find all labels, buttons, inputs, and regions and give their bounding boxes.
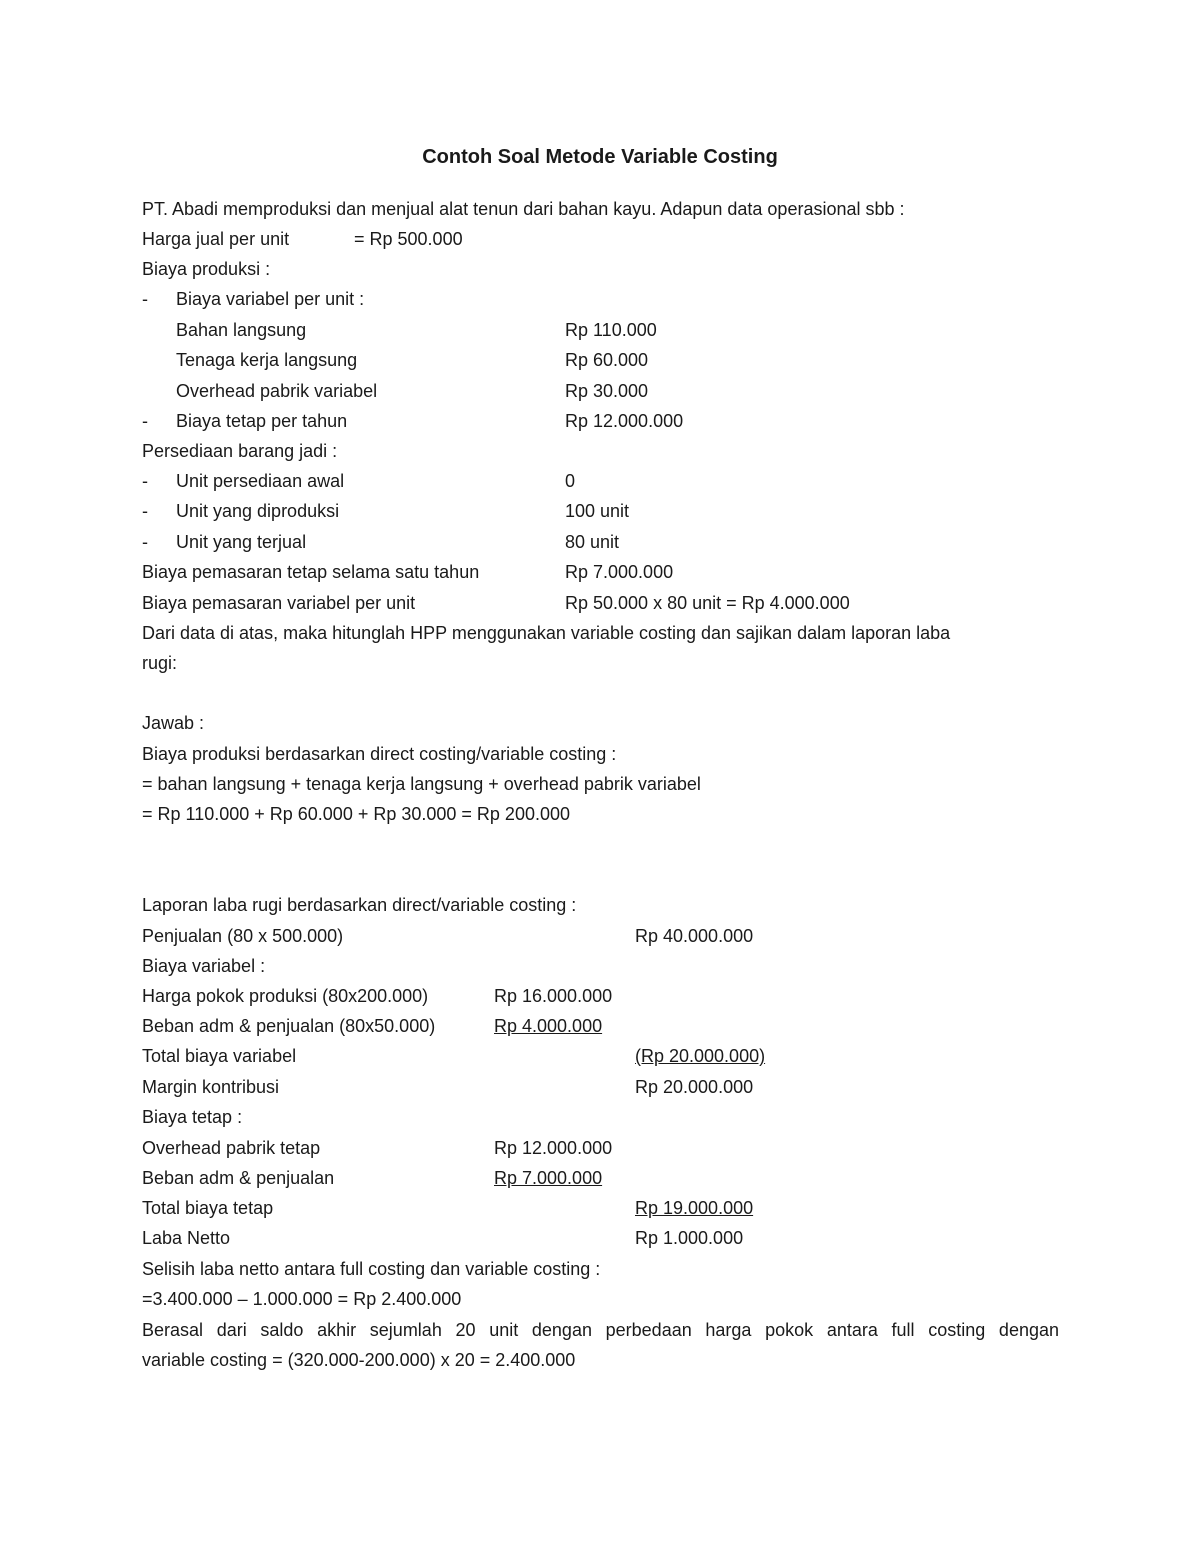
formula-result: = Rp 110.000 + Rp 60.000 + Rp 30.000 = Rp 200.000 — [142, 804, 571, 824]
hpp-label: Harga pokok produksi (80x200.000) — [142, 986, 429, 1006]
overhead-tetap-value: Rp 12.000.000 — [494, 1138, 613, 1158]
berasal-text-cont: variable costing = (320.000-200.000) x 20 = 2.400.000 — [142, 1350, 576, 1370]
bullet-dash: - — [142, 411, 148, 431]
laba-value: Rp 1.000.000 — [635, 1228, 744, 1248]
margin-value: Rp 20.000.000 — [635, 1077, 754, 1097]
persediaan-item-label: Unit persediaan awal — [176, 471, 345, 491]
variabel-item-label: Bahan langsung — [176, 320, 307, 340]
persediaan-item-value: 100 unit — [565, 501, 630, 521]
persediaan-label: Persediaan barang jadi : — [142, 441, 338, 461]
margin-label: Margin kontribusi — [142, 1077, 280, 1097]
hpp-value: Rp 16.000.000 — [494, 986, 613, 1006]
persediaan-item-label: Unit yang terjual — [176, 532, 307, 552]
question-text-cont: rugi: — [142, 653, 178, 673]
laporan-title: Laporan laba rugi berdasarkan direct/variable costing : — [142, 895, 577, 915]
pemasaran-variabel-label: Biaya pemasaran variabel per unit — [142, 593, 416, 613]
beban-variabel-value: Rp 4.000.000 — [494, 1016, 603, 1036]
jawab-heading: Jawab : — [142, 713, 205, 733]
pemasaran-tetap-value: Rp 7.000.000 — [565, 562, 674, 582]
selisih-label: Selisih laba netto antara full costing dan variable costing : — [142, 1259, 601, 1279]
variabel-item-label: Overhead pabrik variabel — [176, 381, 378, 401]
beban-variabel-label: Beban adm & penjualan (80x50.000) — [142, 1016, 436, 1036]
total-variabel-label: Total biaya variabel — [142, 1046, 297, 1066]
persediaan-item-label: Unit yang diproduksi — [176, 501, 340, 521]
beban-tetap-value: Rp 7.000.000 — [494, 1168, 603, 1188]
penjualan-label: Penjualan (80 x 500.000) — [142, 926, 344, 946]
total-tetap-value: Rp 19.000.000 — [635, 1198, 754, 1218]
intro-text: PT. Abadi memproduksi dan menjual alat tenun dari bahan kayu. Adapun data operasional sbb : — [142, 199, 905, 219]
biaya-tetap-label: Biaya tetap per tahun — [176, 411, 348, 431]
total-variabel-value: (Rp 20.000.000) — [635, 1046, 766, 1066]
formula-line: = bahan langsung + tenaga kerja langsung + overhead pabrik variabel — [142, 774, 701, 794]
biaya-tetap-section: Biaya tetap : — [142, 1107, 243, 1127]
pemasaran-variabel-value: Rp 50.000 x 80 unit = Rp 4.000.000 — [565, 593, 850, 613]
variabel-item-value: Rp 110.000 — [565, 320, 657, 340]
biaya-tetap-value: Rp 12.000.000 — [565, 411, 684, 431]
bullet-dash: - — [142, 289, 148, 309]
bullet-dash: - — [142, 501, 148, 521]
penjualan-value: Rp 40.000.000 — [635, 926, 754, 946]
berasal-text: Berasal dari saldo akhir sejumlah 20 unit dengan perbedaan harga pokok antara full costing dengan — [142, 1320, 1059, 1340]
page-title: Contoh Soal Metode Variable Costing — [422, 146, 778, 168]
biaya-produksi-label: Biaya produksi : — [142, 259, 271, 279]
pemasaran-tetap-label: Biaya pemasaran tetap selama satu tahun — [142, 562, 480, 582]
variabel-item-label: Tenaga kerja langsung — [176, 350, 358, 370]
persediaan-item-value: 0 — [565, 471, 576, 491]
laba-label: Laba Netto — [142, 1228, 231, 1248]
beban-tetap-label: Beban adm & penjualan — [142, 1168, 335, 1188]
variabel-item-value: Rp 30.000 — [565, 381, 649, 401]
harga-jual-value: = Rp 500.000 — [354, 229, 463, 249]
variabel-item-value: Rp 60.000 — [565, 350, 649, 370]
bullet-dash: - — [142, 471, 148, 491]
selisih-formula: =3.400.000 – 1.000.000 = Rp 2.400.000 — [142, 1289, 462, 1309]
overhead-tetap-label: Overhead pabrik tetap — [142, 1138, 321, 1158]
bullet-dash: - — [142, 532, 148, 552]
direct-costing-label: Biaya produksi berdasarkan direct costing/variable costing : — [142, 744, 617, 764]
question-text: Dari data di atas, maka hitunglah HPP menggunakan variable costing dan sajikan dalam laporan laba — [142, 623, 951, 643]
total-tetap-label: Total biaya tetap — [142, 1198, 274, 1218]
biaya-variabel-label: Biaya variabel per unit : — [176, 289, 365, 309]
harga-jual-label: Harga jual per unit — [142, 229, 290, 249]
persediaan-item-value: 80 unit — [565, 532, 620, 552]
biaya-variabel-section: Biaya variabel : — [142, 956, 266, 976]
